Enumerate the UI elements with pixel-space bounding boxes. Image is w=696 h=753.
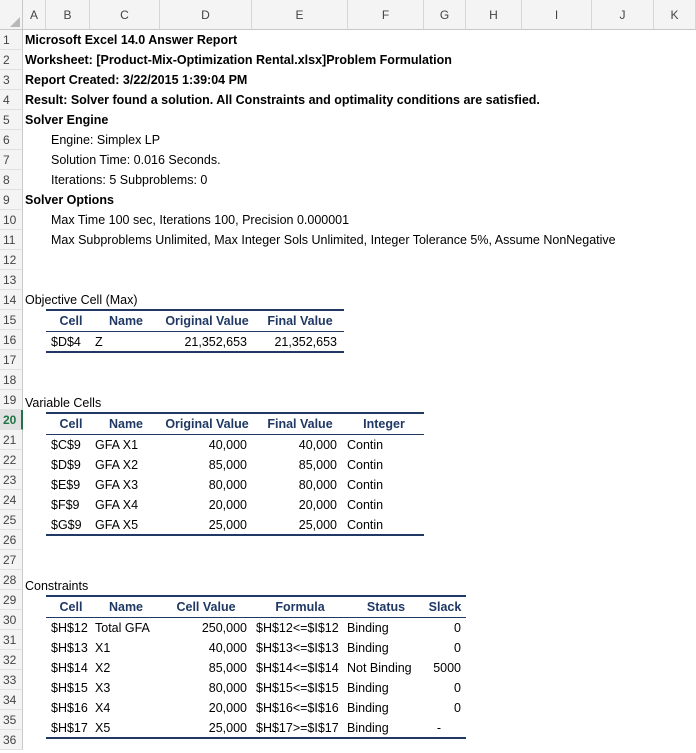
constraints-header-cell: Cell bbox=[59, 600, 83, 614]
row-header[interactable]: 10 bbox=[0, 210, 23, 230]
constraints-header-slack: Slack bbox=[428, 600, 462, 614]
constraint-row-status: Binding bbox=[347, 621, 389, 635]
column-header-h[interactable]: H bbox=[466, 0, 522, 30]
variable-row-cell: $E$9 bbox=[51, 478, 81, 492]
constraint-row-status: Binding bbox=[347, 681, 389, 695]
row-header[interactable]: 34 bbox=[0, 690, 23, 710]
row-header-selected[interactable]: 20 bbox=[0, 410, 23, 430]
constraint-row-name: X1 bbox=[95, 641, 111, 655]
constraint-row-name: X4 bbox=[95, 701, 111, 715]
column-header-b[interactable]: B bbox=[46, 0, 90, 30]
variable-row-original: 40,000 bbox=[208, 438, 247, 452]
options-line-1: Max Time 100 sec, Iterations 100, Precision 0.000001 bbox=[51, 213, 350, 227]
solver-options-heading: Solver Options bbox=[25, 193, 114, 207]
column-header-c[interactable]: C bbox=[90, 0, 160, 30]
select-all-corner[interactable] bbox=[0, 0, 23, 30]
column-header-d[interactable]: D bbox=[160, 0, 252, 30]
objective-row-original: 21,352,653 bbox=[184, 335, 247, 349]
constraints-header-status: Status bbox=[366, 600, 406, 614]
row-header[interactable]: 28 bbox=[0, 570, 23, 590]
constraint-row-formula: $H$12<=$I$12 bbox=[256, 621, 339, 635]
report-result: Result: Solver found a solution. All Constraints and optimality conditions are satisfied. bbox=[25, 93, 540, 107]
constraint-row-name: Total GFA bbox=[95, 621, 150, 635]
row-header[interactable]: 24 bbox=[0, 490, 23, 510]
row-header[interactable]: 25 bbox=[0, 510, 23, 530]
objective-header-final: Final Value bbox=[267, 314, 333, 328]
constraint-row-value: 80,000 bbox=[208, 681, 247, 695]
row-header[interactable]: 35 bbox=[0, 710, 23, 730]
constraint-row-cell: $H$15 bbox=[51, 681, 88, 695]
variable-row-integer: Contin bbox=[347, 438, 384, 452]
objective-header-original: Original Value bbox=[165, 314, 249, 328]
column-header-f[interactable]: F bbox=[348, 0, 424, 30]
constraint-row-status: Binding bbox=[347, 721, 389, 735]
variable-row-integer: Contin bbox=[347, 478, 384, 492]
constraint-row-name: X5 bbox=[95, 721, 111, 735]
constraint-row-slack: 5000 bbox=[433, 661, 461, 675]
row-header[interactable]: 3 bbox=[0, 70, 23, 90]
constraint-row-slack: 0 bbox=[454, 701, 461, 715]
constraint-row-value: 250,000 bbox=[201, 621, 247, 635]
variable-row-integer: Contin bbox=[347, 518, 384, 532]
constraint-row-formula: $H$15<=$I$15 bbox=[256, 681, 339, 695]
row-header[interactable]: 12 bbox=[0, 250, 23, 270]
row-header[interactable]: 4 bbox=[0, 90, 23, 110]
row-header[interactable]: 1 bbox=[0, 30, 23, 50]
constraint-row-name: X3 bbox=[95, 681, 111, 695]
column-header-g[interactable]: G bbox=[424, 0, 466, 30]
objective-row-name: Z bbox=[95, 335, 103, 349]
row-header[interactable]: 27 bbox=[0, 550, 23, 570]
objective-bottom-border bbox=[46, 351, 344, 353]
objective-header-name: Name bbox=[108, 314, 144, 328]
row-header[interactable]: 33 bbox=[0, 670, 23, 690]
variable-row-original: 80,000 bbox=[208, 478, 247, 492]
solver-engine-heading: Solver Engine bbox=[25, 113, 109, 127]
constraint-row-formula: $H$14<=$I$14 bbox=[256, 661, 339, 675]
report-title: Microsoft Excel 14.0 Answer Report bbox=[25, 33, 238, 47]
row-header[interactable]: 32 bbox=[0, 650, 23, 670]
row-header[interactable]: 29 bbox=[0, 590, 23, 610]
variable-section-title: Variable Cells bbox=[25, 396, 102, 410]
engine-text: Engine: Simplex LP bbox=[51, 133, 161, 147]
constraints-bottom-border bbox=[46, 737, 466, 739]
constraint-row-name: X2 bbox=[95, 661, 111, 675]
objective-row-cell: $D$4 bbox=[51, 335, 81, 349]
variable-row-final: 80,000 bbox=[298, 478, 337, 492]
options-line-2: Max Subproblems Unlimited, Max Integer Sols Unlimited, Integer Tolerance 5%, Assume NonNegative bbox=[51, 233, 616, 247]
row-header[interactable]: 5 bbox=[0, 110, 23, 130]
row-header[interactable]: 31 bbox=[0, 630, 23, 650]
constraints-section-title: Constraints bbox=[25, 579, 89, 593]
variable-header-integer: Integer bbox=[363, 417, 405, 431]
variable-header-original: Original Value bbox=[165, 417, 249, 431]
constraint-row-status: Binding bbox=[347, 641, 389, 655]
constraint-row-cell: $H$16 bbox=[51, 701, 88, 715]
row-header[interactable]: 17 bbox=[0, 350, 23, 370]
objective-row-final: 21,352,653 bbox=[274, 335, 337, 349]
constraint-row-cell: $H$17 bbox=[51, 721, 88, 735]
constraint-row-value: 85,000 bbox=[208, 661, 247, 675]
variable-header-cell: Cell bbox=[59, 417, 83, 431]
row-header[interactable]: 30 bbox=[0, 610, 23, 630]
variable-row-cell: $D$9 bbox=[51, 458, 81, 472]
variable-row-name: GFA X2 bbox=[95, 458, 139, 472]
constraint-row-value: 20,000 bbox=[208, 701, 247, 715]
constraints-header-formula: Formula bbox=[275, 600, 325, 614]
constraint-row-cell: $H$14 bbox=[51, 661, 88, 675]
objective-header-cell: Cell bbox=[59, 314, 83, 328]
constraint-row-slack: 0 bbox=[454, 621, 461, 635]
variable-row-name: GFA X1 bbox=[95, 438, 139, 452]
variable-row-cell: $G$9 bbox=[51, 518, 82, 532]
iterations-text: Iterations: 5 Subproblems: 0 bbox=[51, 173, 208, 187]
solution-time-text: Solution Time: 0.016 Seconds. bbox=[51, 153, 221, 167]
variable-bottom-border bbox=[46, 534, 424, 536]
constraints-header-name: Name bbox=[108, 600, 144, 614]
constraint-row-formula: $H$17>=$I$17 bbox=[256, 721, 339, 735]
row-header[interactable]: 11 bbox=[0, 230, 23, 250]
variable-row-integer: Contin bbox=[347, 458, 384, 472]
constraint-row-cell: $H$12 bbox=[51, 621, 88, 635]
row-header[interactable]: 26 bbox=[0, 530, 23, 550]
variable-row-final: 85,000 bbox=[298, 458, 337, 472]
constraint-row-cell: $H$13 bbox=[51, 641, 88, 655]
row-header[interactable]: 9 bbox=[0, 190, 23, 210]
constraint-row-slack: 0 bbox=[454, 681, 461, 695]
row-header[interactable]: 6 bbox=[0, 130, 23, 150]
constraint-row-value: 40,000 bbox=[208, 641, 247, 655]
row-header[interactable]: 19 bbox=[0, 390, 23, 410]
row-header[interactable]: 23 bbox=[0, 470, 23, 490]
constraint-row-value: 25,000 bbox=[208, 721, 247, 735]
constraints-header-value: Cell Value bbox=[176, 600, 236, 614]
column-header-j[interactable]: J bbox=[592, 0, 654, 30]
column-header-a[interactable]: A bbox=[23, 0, 46, 30]
variable-row-cell: $F$9 bbox=[51, 498, 80, 512]
variable-header-name: Name bbox=[108, 417, 144, 431]
report-worksheet: Worksheet: [Product-Mix-Optimization Rental.xlsx]Problem Formulation bbox=[25, 53, 452, 67]
constraint-row-status: Binding bbox=[347, 701, 389, 715]
constraint-row-slack: - bbox=[436, 721, 442, 735]
row-header[interactable]: 13 bbox=[0, 270, 23, 290]
constraint-row-formula: $H$13<=$I$13 bbox=[256, 641, 339, 655]
variable-row-final: 40,000 bbox=[298, 438, 337, 452]
objective-section-title: Objective Cell (Max) bbox=[25, 293, 138, 307]
row-header[interactable]: 36 bbox=[0, 730, 23, 750]
variable-row-original: 25,000 bbox=[208, 518, 247, 532]
variable-row-final: 20,000 bbox=[298, 498, 337, 512]
variable-row-cell: $C$9 bbox=[51, 438, 81, 452]
column-header-e[interactable]: E bbox=[252, 0, 348, 30]
variable-row-name: GFA X5 bbox=[95, 518, 139, 532]
column-header-k[interactable]: K bbox=[654, 0, 696, 30]
row-header[interactable]: 7 bbox=[0, 150, 23, 170]
row-header[interactable]: 2 bbox=[0, 50, 23, 70]
column-header-i[interactable]: I bbox=[522, 0, 592, 30]
row-header[interactable]: 21 bbox=[0, 430, 23, 450]
row-header[interactable]: 8 bbox=[0, 170, 23, 190]
row-header[interactable]: 14 bbox=[0, 290, 23, 310]
constraint-row-slack: 0 bbox=[454, 641, 461, 655]
row-header[interactable]: 15 bbox=[0, 310, 23, 330]
row-header[interactable]: 18 bbox=[0, 370, 23, 390]
variable-row-name: GFA X3 bbox=[95, 478, 139, 492]
row-header[interactable]: 22 bbox=[0, 450, 23, 470]
variable-row-final: 25,000 bbox=[298, 518, 337, 532]
variable-row-original: 85,000 bbox=[208, 458, 247, 472]
variable-row-original: 20,000 bbox=[208, 498, 247, 512]
constraint-row-status: Not Binding bbox=[347, 661, 412, 675]
variable-row-name: GFA X4 bbox=[95, 498, 139, 512]
variable-header-final: Final Value bbox=[267, 417, 333, 431]
constraint-row-formula: $H$16<=$I$16 bbox=[256, 701, 339, 715]
variable-row-integer: Contin bbox=[347, 498, 384, 512]
row-header[interactable]: 16 bbox=[0, 330, 23, 350]
report-created: Report Created: 3/22/2015 1:39:04 PM bbox=[25, 73, 248, 87]
